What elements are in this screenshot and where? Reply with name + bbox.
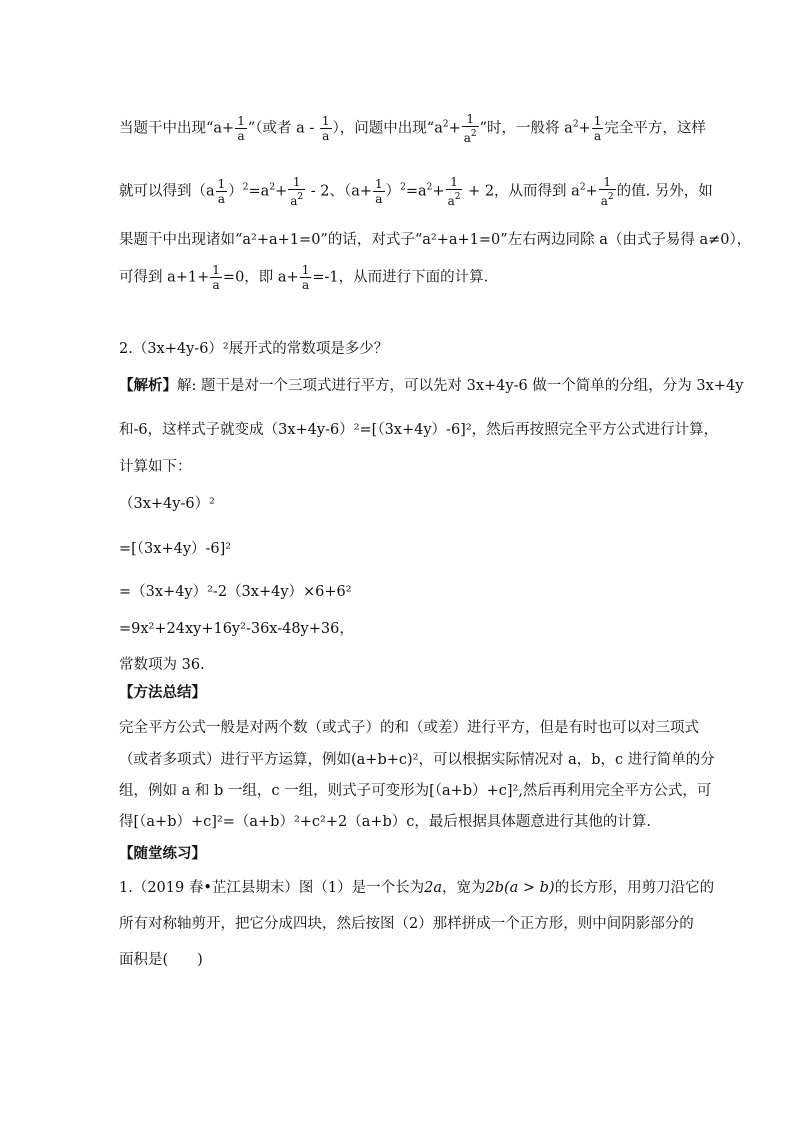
- fraction-1-over-a-squared: $\frac{1}{a^2}$: [290, 175, 304, 208]
- question-2-title: 2.（3x+4y-6）²展开式的常数项是多少？: [119, 341, 389, 357]
- intro-line-2: 就可以得到（a $\frac{1}{a}$ ）$^2=a^2+$ $\frac{1}{a^2}$ - 2、（a+ $\frac{1}{a}$ ）$^2=a^2+$ $\frac{1}{a^2}$ + 2，从而得到 $a^2+$ $\frac{1}{a^2}$ 的值. 另外，如: [119, 175, 713, 208]
- calc-step-4: =9x²+24xy+16y²-36x-48y+36，: [119, 621, 354, 637]
- analysis-line-3: 计算如下：: [119, 459, 192, 475]
- intro-line-3: 果题干中出现诸如“a²+a+1=0”的话，对式子“a²+a+1=0”左右两边同除 a（由式子易得 a≠0），: [119, 232, 752, 248]
- intro-line-1: 当题干中出现“a+ $\frac{1}{a}$ ”（或者 a - $\frac{1}{a}$ ），问题中出现“$a^2+$ $\frac{1}{a^2}$ ”时，一般将 $a^2+$ $\frac{1}{a}$ 完全平方，这样: [119, 112, 706, 145]
- fraction-1-over-a-squared: $\frac{1}{a^2}$: [600, 175, 614, 208]
- analysis-line-2: 和-6，这样式子就变成（3x+4y-6）²=[（3x+4y）-6]²，然后再按照完全平方公式进行计算，: [119, 422, 719, 438]
- text-run: ”时，一般将 a: [479, 120, 573, 137]
- practice-line-2: 所有对称轴剪开，把它分成四块，然后按图（2）那样拼成一个正方形，则中间阴影部分的: [119, 916, 694, 932]
- analysis-label: 【解析】: [119, 378, 177, 394]
- summary-line-2: （或者多项式）进行平方运算，例如(a+b+c)²，可以根据实际情况对 a，b，c 进行简单的分: [119, 752, 715, 768]
- fraction-1-over-a: $\frac{1}{a}$: [237, 114, 245, 143]
- calc-step-1: （3x+4y-6）²: [119, 496, 215, 512]
- text-run: ），问题中出现“a: [332, 120, 443, 137]
- calc-step-3: =（3x+4y）²-2（3x+4y）×6+6²: [119, 584, 352, 600]
- analysis-line-1: 【解析】解: 题干是对一个三项式进行平方，可以先对 3x+4y-6 做一个简单的分组，分为 3x+4y: [119, 378, 744, 394]
- fraction-1-over-a: $\frac{1}{a}$: [217, 177, 226, 206]
- practice-line-3: 面积是( ): [119, 952, 203, 968]
- intro-line-4: 可得到 a+1+ $\frac{1}{a}$ =0，即 a+ $\frac{1}{a}$ =-1，从而进行下面的计算.: [119, 263, 489, 292]
- fraction-1-over-a: $\frac{1}{a}$: [321, 114, 330, 143]
- summary-line-4: 得[（a+b）+c]²=（a+b）²+c²+2（a+b）c，最后根据具体题意进行其他的计算.: [119, 814, 652, 830]
- summary-line-3: 组，例如 a 和 b 一组，c 一组，则式子可变形为[（a+b）+c]²,然后再利用完全平方公式，可: [119, 783, 712, 799]
- practice-label: 【随堂练习】: [119, 846, 206, 862]
- fraction-1-over-a: $\frac{1}{a}$: [212, 263, 220, 292]
- practice-line-1: 1.（2019 春•芷江县期末）图（1）是一个长为2a，宽为2b(a > b)的长方形，用剪刀沿它的: [119, 880, 715, 896]
- calc-result: 常数项为 36.: [119, 657, 205, 673]
- text-run: 完全平方，这样: [604, 120, 706, 137]
- fraction-1-over-a: $\frac{1}{a}$: [301, 263, 310, 292]
- text-run: 当题干中出现“a+: [119, 120, 235, 137]
- fraction-1-over-a: $\frac{1}{a}$: [593, 114, 602, 143]
- fraction-1-over-a-squared: $\frac{1}{a^2}$: [447, 175, 461, 208]
- calc-step-2: =[（3x+4y）-6]²: [119, 541, 232, 557]
- fraction-1-over-a-squared: $\frac{1}{a^2}$: [463, 112, 477, 145]
- fraction-1-over-a: $\frac{1}{a}$: [375, 177, 383, 206]
- summary-line-1: 完全平方公式一般是对两个数（或式子）的和（或差）进行平方，但是有时也可以对三项式: [119, 720, 699, 736]
- summary-label: 【方法总结】: [119, 685, 206, 701]
- text-run: ”（或者 a -: [247, 120, 315, 137]
